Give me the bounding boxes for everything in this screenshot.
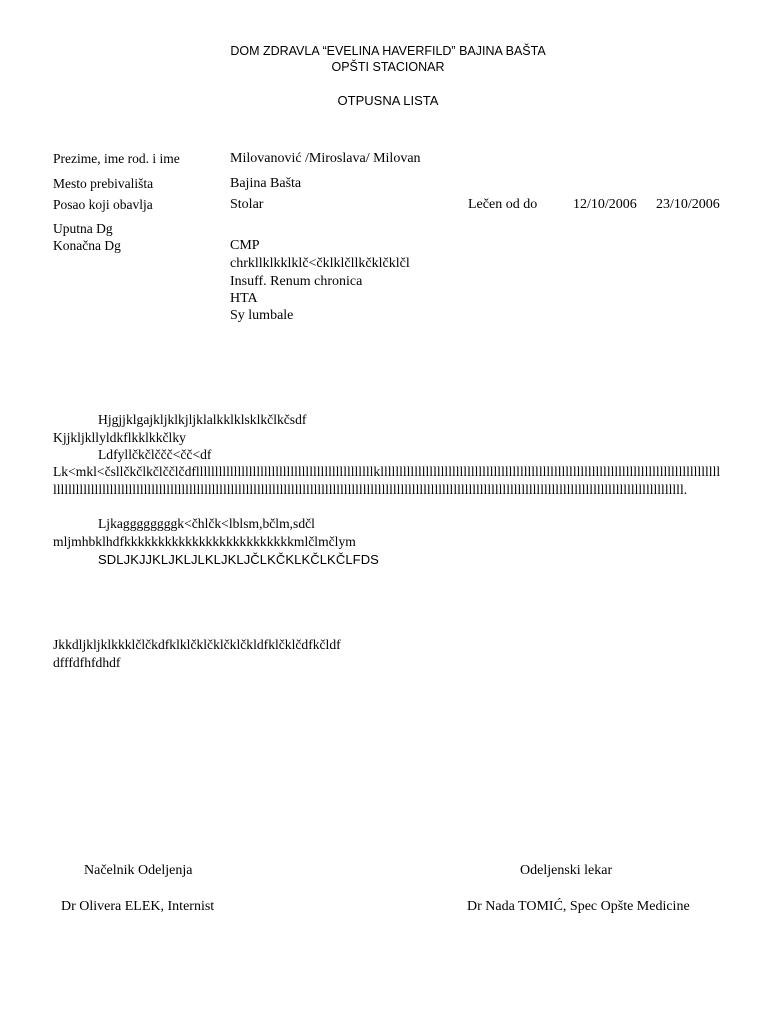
left-signature-name: Dr Olivera ELEK, Internist: [61, 899, 215, 914]
right-signature-role: Odeljenski lekar: [520, 863, 613, 878]
body-paragraph-2-long: Lk<mkl<čsllčkčlkčlččlčdflllllllllllllllllllllllllllllllllllllllllllllllklllllllllllllllllllllllllllllllllllllllllllllllllllllllllllllllllllllllllllllllllllllllllllllllllllllllllllllllllllllllllllllllllllllllllllllllllllllllllllllllllllllllllllllllllllllllllllllllllllllllllllllllllllllllllllllllllllllllllllllllllllllllllllllllll.: [53, 464, 721, 497]
final-diagnosis-item: Insuff. Renum chronica: [230, 274, 363, 289]
treated-from: 12/10/2006: [573, 197, 637, 212]
residence-label: Mesto prebivališta: [53, 176, 154, 191]
body-paragraph-1-line-2: Kjjkljkllyldkflkklkkčlky: [53, 430, 186, 445]
treated-label: Lečen od do: [468, 197, 538, 212]
job-value: Stolar: [230, 197, 264, 212]
final-diagnosis-item: Sy lumbale: [230, 308, 294, 323]
residence-value: Bajina Bašta: [230, 176, 302, 191]
name-label: Prezime, ime rod. i ime: [53, 151, 180, 166]
left-signature-role: Načelnik Odeljenja: [84, 863, 193, 878]
treated-to: 23/10/2006: [656, 197, 720, 212]
body-paragraph-4: SDLJKJJKLJKLJLKLJKLJČLKČKLKČLKČLFDS: [98, 552, 379, 567]
document-title: OTPUSNA LISTA: [337, 93, 439, 108]
body-paragraph-5-line-2: dfffdfhfdhdf: [53, 655, 121, 670]
final-diagnosis-item: CMP: [230, 238, 260, 253]
body-paragraph-3-line-1: Ljkaggggggggk<čhlčk<lblsm,bčlm,sdčl: [98, 516, 315, 531]
department-name: OPŠTI STACIONAR: [331, 60, 445, 74]
name-value: Milovanović /Miroslava/ Milovan: [230, 151, 421, 166]
body-paragraph-3-line-2: mljmhbklhdfkkkkkkkkkkkkkkkkkkkkkkkkkmlčlmčlym: [53, 534, 356, 549]
institution-name: DOM ZDRAVLA “EVELINA HAVERFILD” BAJINA BAŠTA: [230, 44, 546, 58]
job-label: Posao koji obavlja: [53, 197, 153, 212]
right-signature-name: Dr Nada TOMIĆ, Spec Opšte Medicine: [467, 899, 690, 914]
body-paragraph-2-line-1: Ldfyllčkčlččč<čč<df: [98, 447, 212, 462]
body-paragraph-1-line-1: Hjgjjklgajkljklkjljklalkklklsklkčlkčsdf: [98, 412, 307, 427]
final-diagnosis-item: HTA: [230, 291, 258, 306]
body-paragraph-5-line-1: Jkkdljkljklkkklčlčkdfklklčklčklčklčkldfklčklčdfkčldf: [53, 637, 341, 652]
referral-diagnosis-label: Uputna Dg: [53, 221, 113, 236]
final-diagnosis-label: Konačna Dg: [53, 238, 121, 253]
final-diagnosis-item: chrkllklkklklč<čklklčllkčklčklčl: [230, 256, 410, 271]
